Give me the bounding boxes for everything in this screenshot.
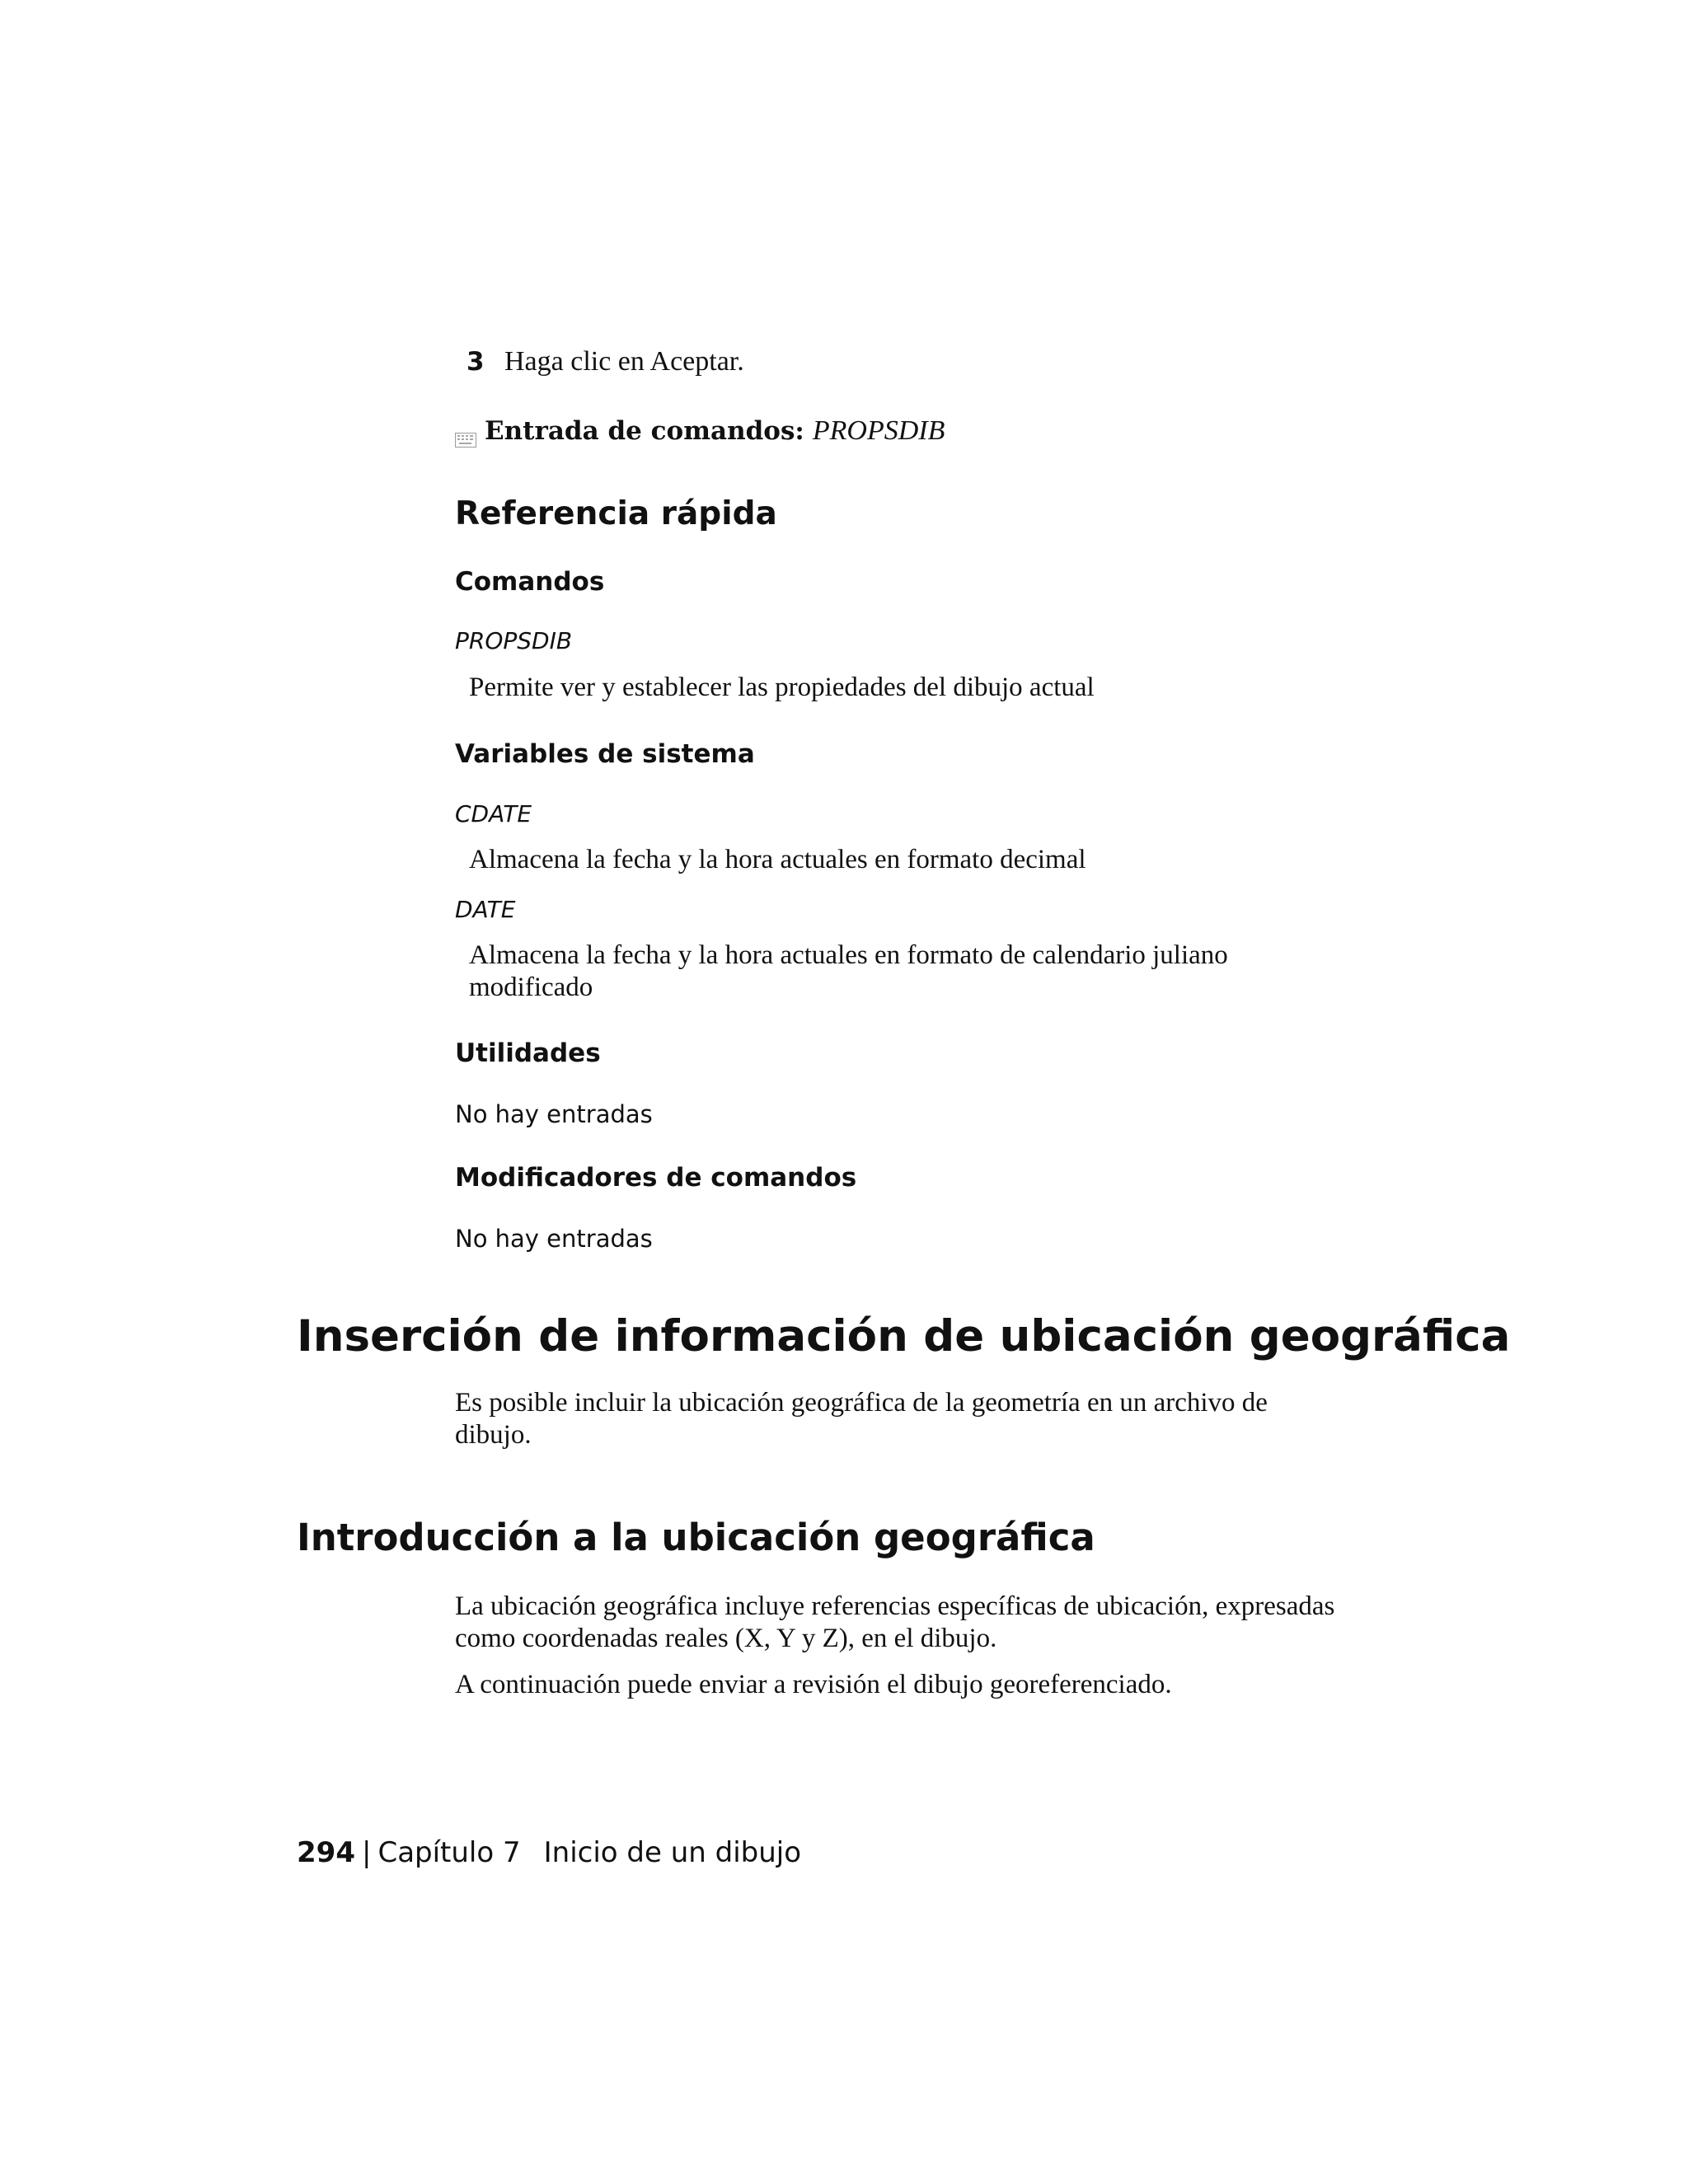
command-modifiers-text: No hay entradas (455, 1225, 653, 1253)
quick-reference-title: Referencia rápida (455, 495, 777, 532)
chapter-title: Inicio de un dibujo (543, 1836, 802, 1869)
utilities-heading: Utilidades (455, 1038, 601, 1068)
chapter-label: Capítulo 7 (377, 1836, 521, 1869)
commands-heading: Comandos (455, 567, 605, 597)
command-entry (455, 414, 945, 448)
system-variable-description: Almacena la fecha y la hora actuales en formato decimal (469, 845, 1086, 874)
system-variable-description: Almacena la fecha y la hora actuales en formato de calendario juliano modificado (469, 940, 1228, 1002)
command-term: PROPSDIB (455, 627, 573, 654)
subsection-paragraph: La ubicación geográfica incluye referencias específicas de ubicación, expresadas como coordenadas reales (X, Y y Z), en el dibujo. (455, 1591, 1335, 1653)
command-modifiers-heading: Modificadores de comandos (455, 1163, 857, 1193)
step-number: 3 (467, 347, 485, 377)
step-text: Haga clic en Aceptar. (504, 346, 744, 377)
command-description: Permite ver y establecer las propiedades del dibujo actual (469, 673, 1095, 702)
system-variable-term: CDATE (455, 800, 532, 827)
section-paragraph: Es posible incluir la ubicación geográfica de la geometría en un archivo de dibujo. (455, 1388, 1268, 1450)
system-variables-heading: Variables de sistema (455, 739, 755, 769)
page-number: 294 (297, 1836, 355, 1869)
subsection-title: Introducción a la ubicación geográfica (297, 1516, 1095, 1559)
command-entry-value: PROPSDIB (812, 415, 945, 446)
command-entry-label: Entrada de comandos: (485, 416, 804, 446)
footer-separator: | (361, 1836, 372, 1869)
procedure-step (467, 344, 744, 379)
system-variable-term: DATE (455, 896, 516, 923)
utilities-text: No hay entradas (455, 1100, 653, 1128)
keyboard-icon (455, 422, 476, 437)
section-title: Inserción de información de ubicación geográfica (297, 1311, 1511, 1361)
page-footer (297, 1835, 801, 1871)
subsection-paragraph: A continuación puede enviar a revisión el dibujo georeferenciado. (455, 1670, 1172, 1699)
